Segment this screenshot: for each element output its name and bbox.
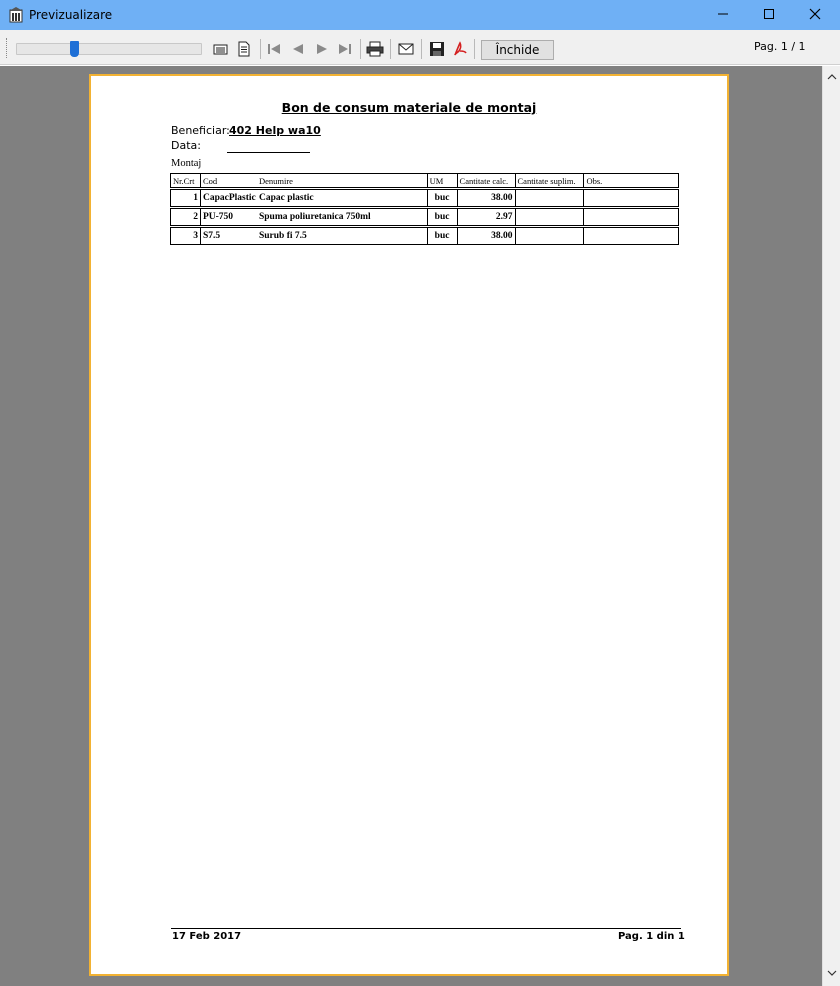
row-obs [584, 228, 679, 245]
first-page-icon[interactable] [265, 40, 283, 58]
row-nr: 1 [171, 190, 201, 207]
row-um: buc [427, 190, 457, 207]
toolbar-separator [421, 39, 422, 59]
toolbar-separator [390, 39, 391, 59]
row-obs [584, 209, 679, 226]
table-row [171, 209, 679, 226]
row-um: buc [427, 228, 457, 245]
header-um: UM [427, 174, 457, 188]
row-cod: PU-750 [202, 212, 234, 222]
row-cant-supl [515, 209, 584, 226]
data-label: Data: [171, 139, 201, 152]
zoom-slider[interactable] [16, 43, 202, 55]
maximize-icon [763, 8, 775, 23]
footer-date: 17 Feb 2017 [172, 931, 242, 942]
toolbar-separator [260, 39, 261, 59]
beneficiar-label: Beneficiar: [171, 124, 230, 137]
document-title: Bon de consum materiale de montaj [281, 100, 537, 115]
maximize-button[interactable] [746, 0, 792, 30]
row-cod: S7.5 [202, 231, 221, 241]
close-preview-button[interactable]: Închide [481, 40, 554, 60]
row-nr: 3 [171, 228, 201, 245]
beneficiar-value: 402 Help wa10 [229, 124, 321, 137]
header-cod: Cod [202, 175, 218, 186]
app-icon [9, 7, 23, 23]
scroll-up-icon[interactable] [827, 70, 837, 84]
vertical-scrollbar[interactable] [822, 66, 840, 986]
header-obs: Obs. [584, 174, 679, 188]
data-value-line [227, 152, 310, 153]
pdf-icon[interactable] [451, 40, 469, 58]
whole-page-icon[interactable] [235, 40, 253, 58]
email-icon[interactable] [397, 40, 415, 58]
row-cant-supl [515, 190, 584, 207]
window-titlebar [0, 0, 840, 30]
row-denumire: Surub fi 7.5 [258, 231, 307, 241]
row-cant-calc: 38.00 [457, 190, 515, 207]
header-nr: Nr.Crt [171, 174, 201, 188]
row-cant-calc: 38.00 [457, 228, 515, 245]
header-cant-calc: Cantitate calc. [457, 174, 515, 188]
page-indicator: Pag. 1 / 1 [754, 40, 806, 53]
row-um: buc [427, 209, 457, 226]
next-page-icon[interactable] [313, 40, 331, 58]
zoom-slider-thumb[interactable] [70, 41, 79, 57]
minimize-button[interactable] [700, 0, 746, 30]
footer-divider [171, 928, 681, 929]
row-cant-calc: 2.97 [457, 209, 515, 226]
table-header-row [171, 174, 679, 188]
close-window-button[interactable] [792, 0, 838, 30]
scroll-down-icon[interactable] [827, 966, 837, 980]
header-cant-supl: Cantitate suplim. [515, 174, 584, 188]
last-page-icon[interactable] [336, 40, 354, 58]
row-cod-denumire [200, 228, 427, 245]
minimize-icon [717, 8, 729, 23]
row-nr: 2 [171, 209, 201, 226]
row-denumire: Capac plastic [258, 193, 314, 203]
preview-area [0, 66, 822, 986]
row-cod-denumire [200, 209, 427, 226]
page-width-icon[interactable] [212, 40, 230, 58]
section-label: Montaj [171, 158, 202, 169]
table-row [171, 190, 679, 207]
footer-page-number: Pag. 1 din 1 [618, 931, 685, 942]
row-cant-supl [515, 228, 584, 245]
table-row [171, 228, 679, 245]
toolbar-grip [6, 38, 8, 58]
prev-page-icon[interactable] [289, 40, 307, 58]
row-cod: CapacPlastic [202, 193, 256, 203]
window-title: Previzualizare [29, 8, 113, 22]
toolbar-separator [360, 39, 361, 59]
header-cod-denumire [200, 174, 427, 188]
print-icon[interactable] [366, 40, 384, 58]
row-obs [584, 190, 679, 207]
row-denumire: Spuma poliuretanica 750ml [258, 212, 371, 222]
toolbar-separator [474, 39, 475, 59]
report-page [89, 74, 729, 976]
close-icon [809, 8, 821, 23]
row-cod-denumire [200, 190, 427, 207]
materials-table [170, 173, 679, 245]
preview-toolbar [0, 30, 840, 65]
header-denumire: Denumire [258, 175, 293, 186]
save-icon[interactable] [428, 40, 446, 58]
